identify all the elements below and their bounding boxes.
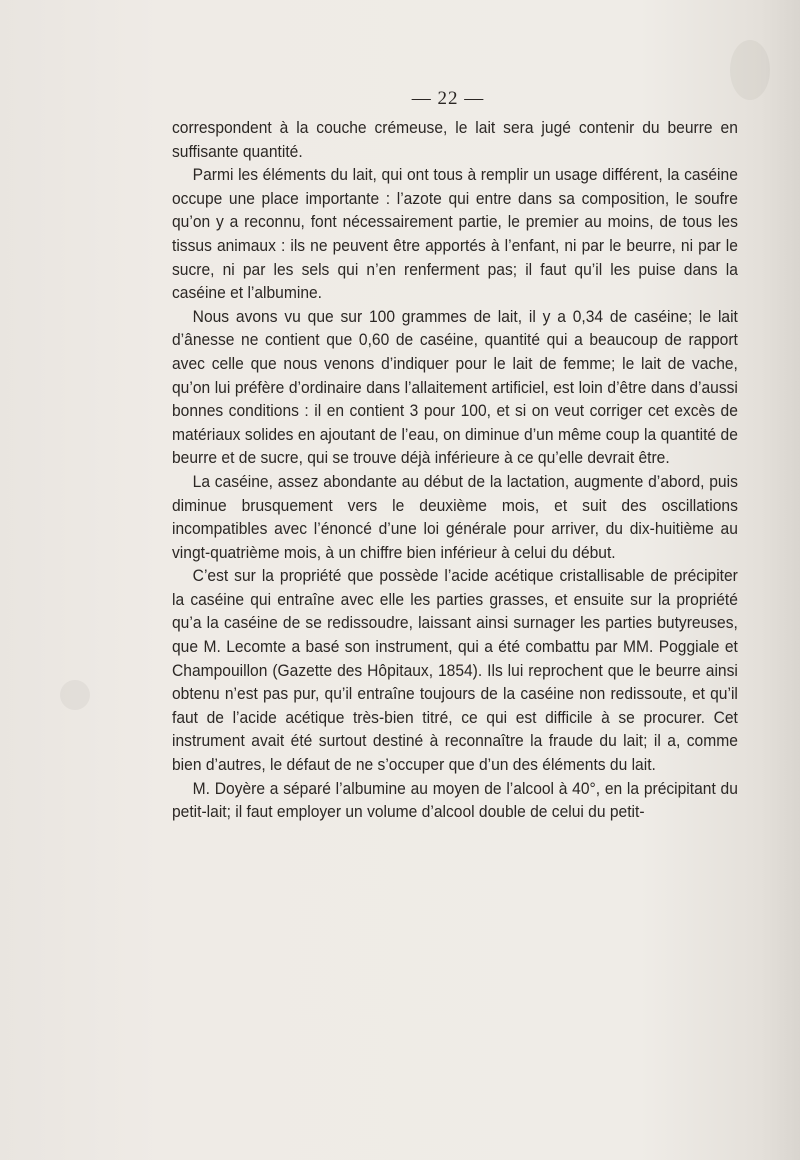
paragraph: Parmi les éléments du lait, qui ont tous à remplir un usage différent, la caséine occupe une place importante : l’azote qui entre dans sa composition, le soufre qu’on y a reconnu, font nécessairement partie, le premier au moins, de tous les tissus animaux : ils ne peuvent être apportés à l’enfant, ni par le beurre, ni par le sucre, ni par les sels qui n’en renferment pas; il faut qu’il les puise dans la caséine et l’albumine. <box>172 165 738 303</box>
paragraph: La caséine, assez abondante au début de la lactation, augmente d’abord, puis diminue brusquement vers le deuxième mois, et suit des oscillations incompatibles avec l’énoncé d’une loi générale pour arriver, du dix-huitième au vingt-quatrième mois, à un chiffre bien inférieur à celui du début. <box>172 471 738 562</box>
paragraph: Nous avons vu que sur 100 grammes de lait, il y a 0,34 de caséine; le lait d’ânesse ne contient que 0,60 de caséine, quantité qui a beaucoup de rapport avec celle que nous venons d’indiquer pour le lait de femme; le lait de vache, qu’on lui préfère d’ordinaire dans l’allaitement artificiel, est loin d’être dans d’aussi bonnes conditions : il en contient 3 pour 100, et si on veut corriger cet excès de matériaux solides en ajoutant de l’eau, on diminue d’un même coup la quantité de beurre et de sucre, qui se trouve déjà inférieure à ce qu’elle devrait être. <box>172 306 738 468</box>
page-number: — 22 — <box>411 88 485 109</box>
paper-stain <box>60 680 90 710</box>
body-text <box>172 116 738 824</box>
paragraph: M. Doyère a séparé l’albumine au moyen de l’alcool à 40°, en la précipitant du petit-lait; il faut employer un volume d’alcool double de celui du petit- <box>172 778 738 822</box>
paragraph: correspondent à la couche crémeuse, le lait sera jugé contenir du beurre en suffisante quantité. <box>172 118 738 161</box>
paragraph: C’est sur la propriété que possède l’acide acétique cristallisable de précipiter la caséine qui entraîne avec elle les parties grasses, et ensuite sur la propriété qu’a la caséine de se redissoudre, laissant ainsi surnager les parties butyreuses, que M. Lecomte a basé son instrument, qui a été combattu par MM. Poggiale et Champouillon (Gazette des Hôpitaux, 1854). Ils lui reprochent que le beurre ainsi obtenu n’est pas pur, qu’il entraîne toujours de la caséine non redissoute, et qu’il faut de l’acide acétique très-bien titré, ce qui est difficile à se procurer. Cet instrument avait été surtout destiné à reconnaître la fraude du lait; il a, comme bien d’autres, le défaut de ne s’occuper que d’un des éléments du lait. <box>172 566 738 775</box>
